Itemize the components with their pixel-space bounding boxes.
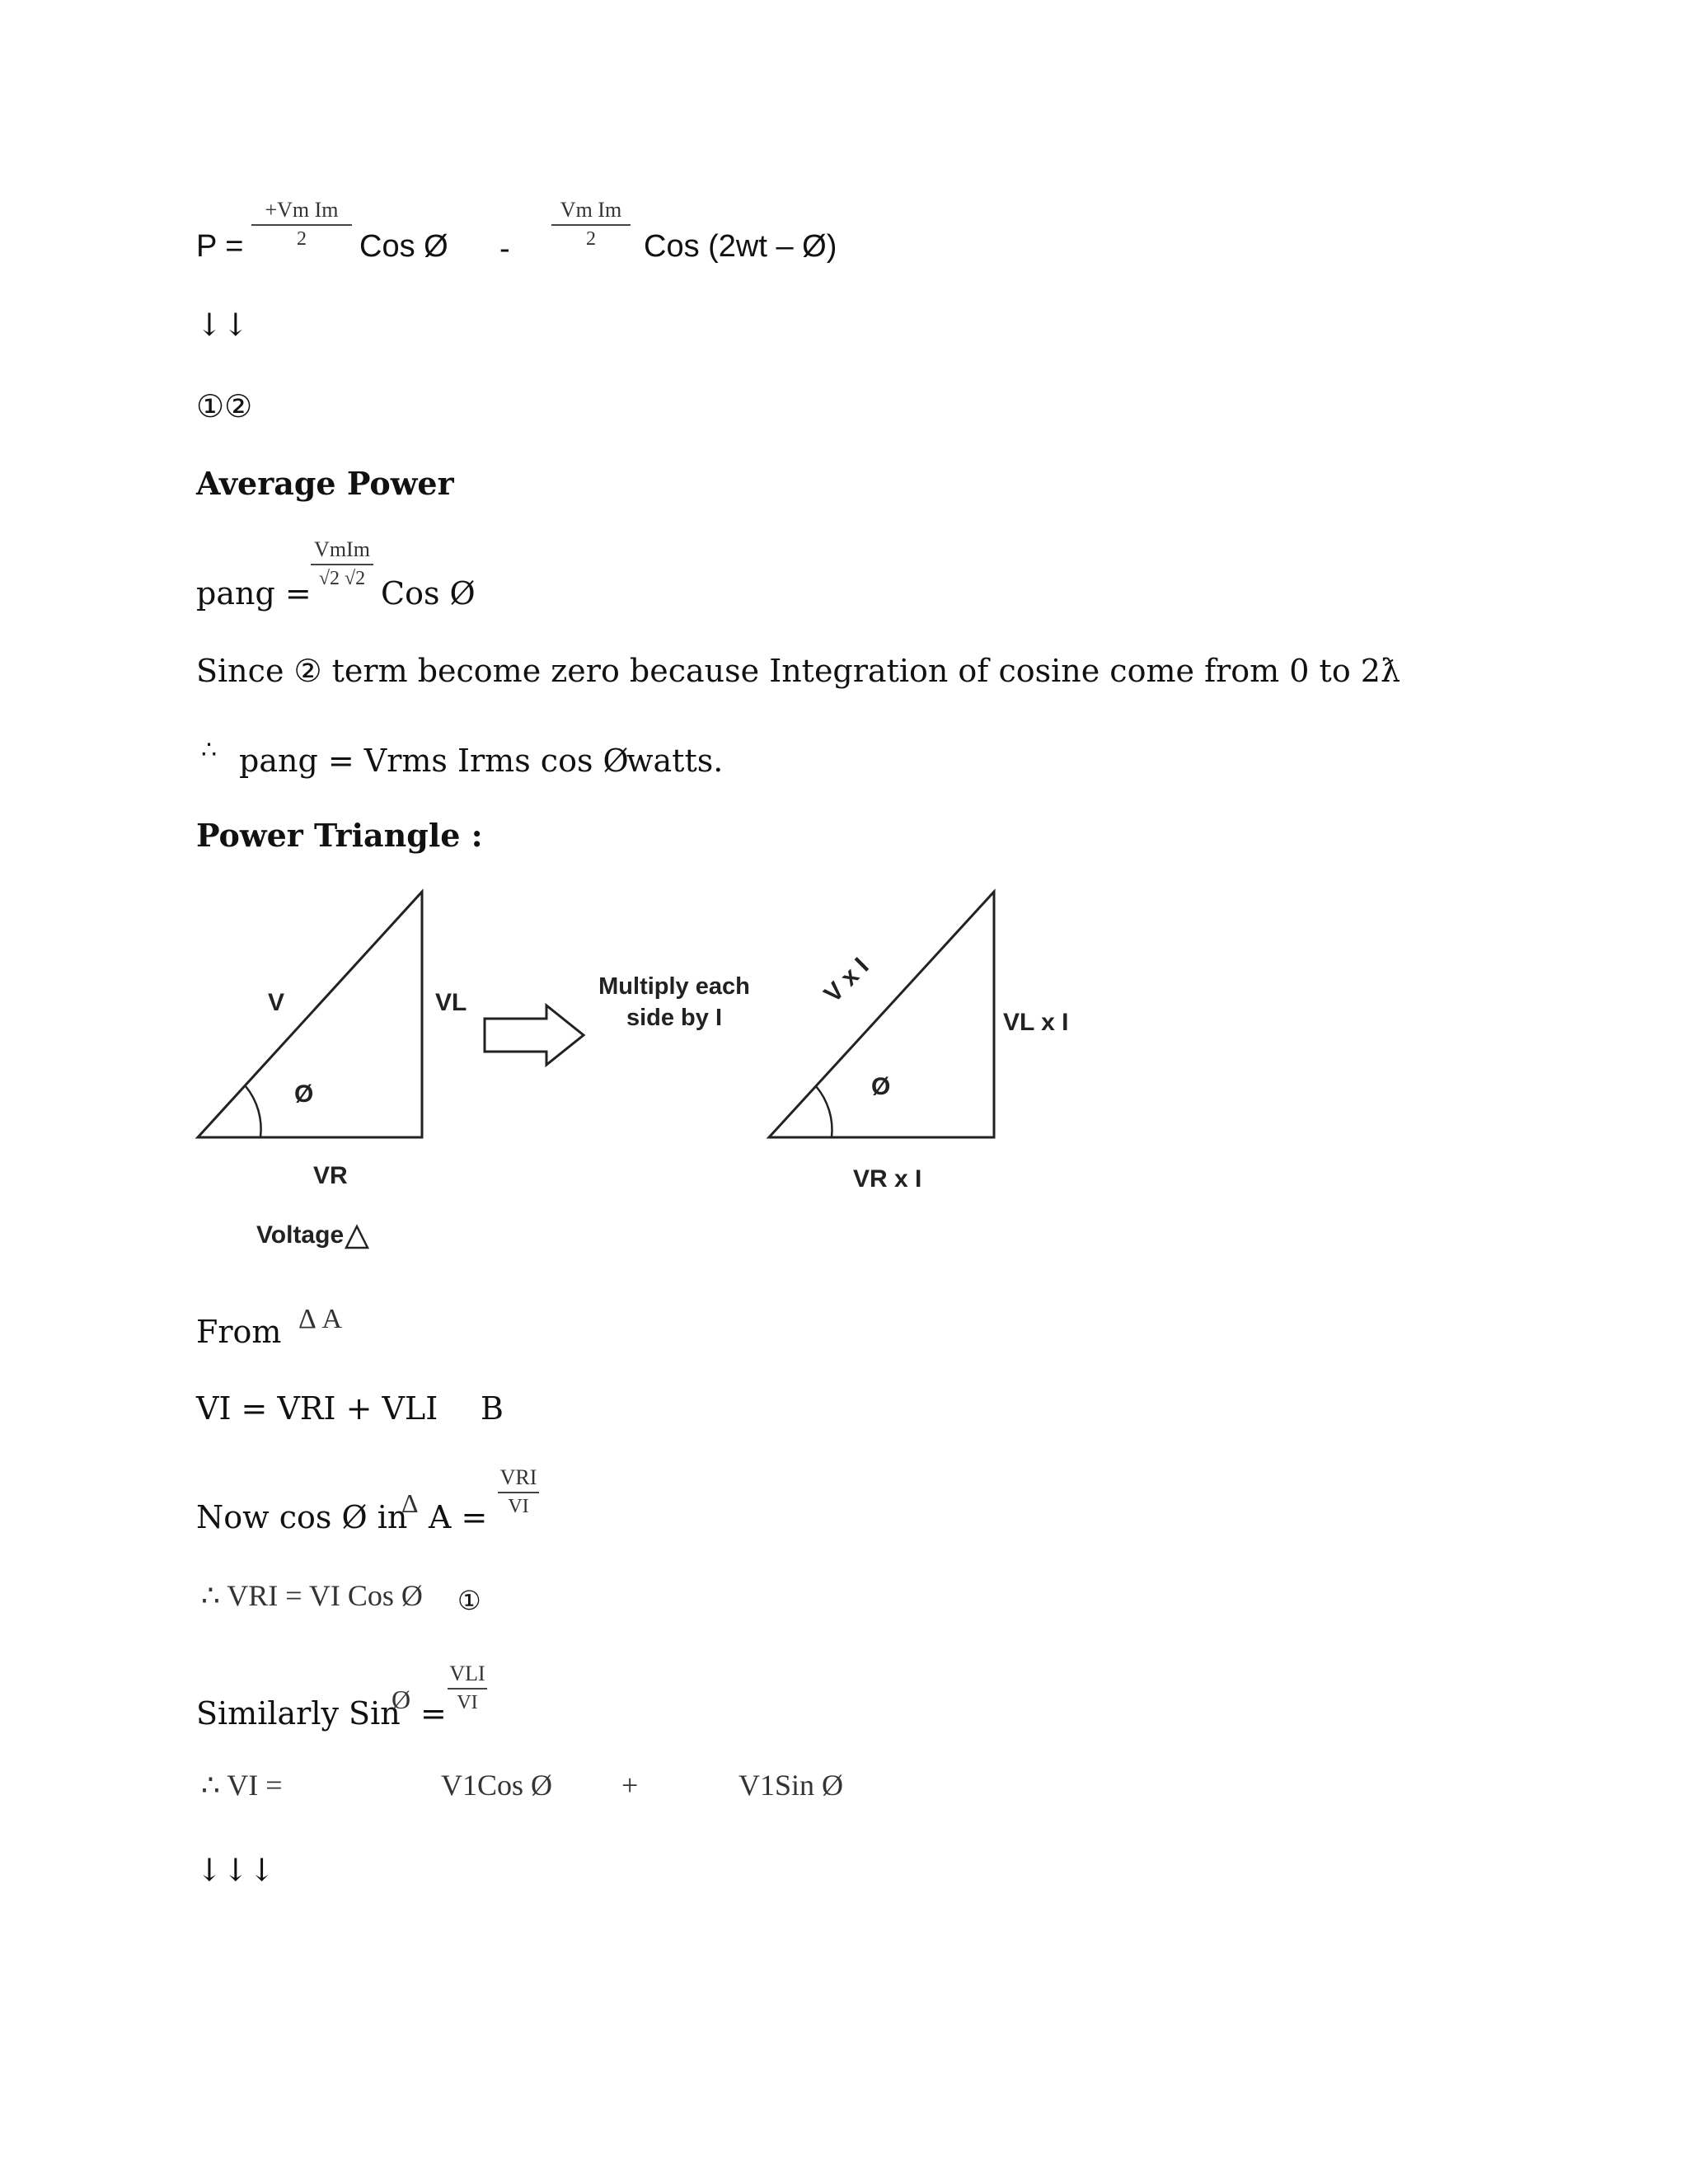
fraction-bar <box>498 1492 539 1493</box>
therefore-symbol: ∴ <box>201 736 218 765</box>
fraction-bar <box>448 1688 487 1690</box>
equation-label-b: B <box>481 1390 504 1427</box>
fraction-numerator: Vm Im <box>560 198 622 222</box>
now-cos-delta: Δ <box>401 1488 419 1518</box>
multiply-label-line2: side by I <box>626 1005 723 1031</box>
down-arrows: ↓↓ <box>196 307 249 343</box>
now-cos-a: A = <box>429 1499 488 1535</box>
equation-marker-1: ① <box>457 1585 481 1616</box>
power-minus: - <box>499 232 510 266</box>
power-term-2: Cos (2wt – Ø) <box>644 229 837 264</box>
triangle-label-vxi: V x I <box>818 952 874 1008</box>
fraction-denominator: 2 <box>297 228 307 250</box>
pang-rhs: Cos Ø <box>381 575 476 612</box>
power-equation-lhs: P = <box>196 229 244 264</box>
vi-sum-term-2: V1Sin Ø <box>738 1769 844 1802</box>
down-arrows-triple: ↓↓↓ <box>196 1852 275 1888</box>
fraction-numerator: VmIm <box>314 537 370 561</box>
circled-term-labels: ①② <box>196 388 253 424</box>
similarly-equals: = <box>420 1695 447 1732</box>
fraction-denominator: 2 <box>586 228 596 250</box>
voltage-caption: Voltage <box>256 1221 345 1249</box>
similarly-phi: Ø <box>392 1685 411 1714</box>
triangle-label-vrxi: VR x I <box>853 1165 922 1193</box>
triangle-angle-phi: Ø <box>294 1080 314 1108</box>
power-triangle <box>769 892 994 1137</box>
since-text: Since ② term become zero because Integration of cosine come from 0 to 2ƛ <box>196 653 1401 689</box>
vi-sum-lhs: ∴ VI = <box>201 1769 283 1802</box>
power-triangle-heading: Power Triangle : <box>196 817 483 854</box>
angle-arc <box>816 1086 832 1137</box>
vi-sum-term-1: V1Cos Ø <box>441 1769 553 1802</box>
fraction-denominator: √2 √2 <box>318 568 366 589</box>
fraction-numerator: +Vm Im <box>265 198 339 222</box>
now-cos-text: Now cos Ø in <box>196 1499 408 1535</box>
triangle-label-v: V <box>268 989 285 1016</box>
power-term-1: Cos Ø <box>359 229 448 264</box>
multiply-label-line1: Multiply each <box>598 973 750 1000</box>
fraction-numerator: VLI <box>449 1661 485 1685</box>
fraction-denominator: VI <box>508 1496 529 1517</box>
from-triangle-a: Δ A <box>298 1304 343 1334</box>
cos-fraction <box>498 1465 539 1518</box>
triangle-angle-phi: Ø <box>871 1073 891 1100</box>
fraction-denominator: VI <box>457 1692 478 1713</box>
watts-unit: watts. <box>626 743 724 779</box>
sin-fraction <box>448 1661 487 1714</box>
vi-sum-plus: + <box>621 1769 639 1802</box>
average-power-heading: Average Power <box>196 465 454 502</box>
triangle-label-vr: VR <box>313 1162 348 1189</box>
right-arrow-icon <box>485 1005 584 1065</box>
from-word: From <box>196 1314 282 1350</box>
similarly-text: Similarly Sin <box>196 1695 401 1732</box>
delta-symbol-icon <box>346 1226 368 1248</box>
fraction-numerator: VRI <box>499 1465 537 1489</box>
angle-arc <box>246 1086 261 1137</box>
pang-rms-equation: pang = Vrms Irms cos Ø <box>239 743 629 779</box>
triangle-label-vlxi: VL x I <box>1003 1009 1069 1036</box>
pang-lhs: pang = <box>196 575 312 612</box>
triangle-label-vl: VL <box>435 989 467 1016</box>
vri-equation: ∴ VRI = VI Cos Ø <box>201 1579 423 1612</box>
vi-equation: VI = VRI + VLI <box>196 1390 438 1427</box>
